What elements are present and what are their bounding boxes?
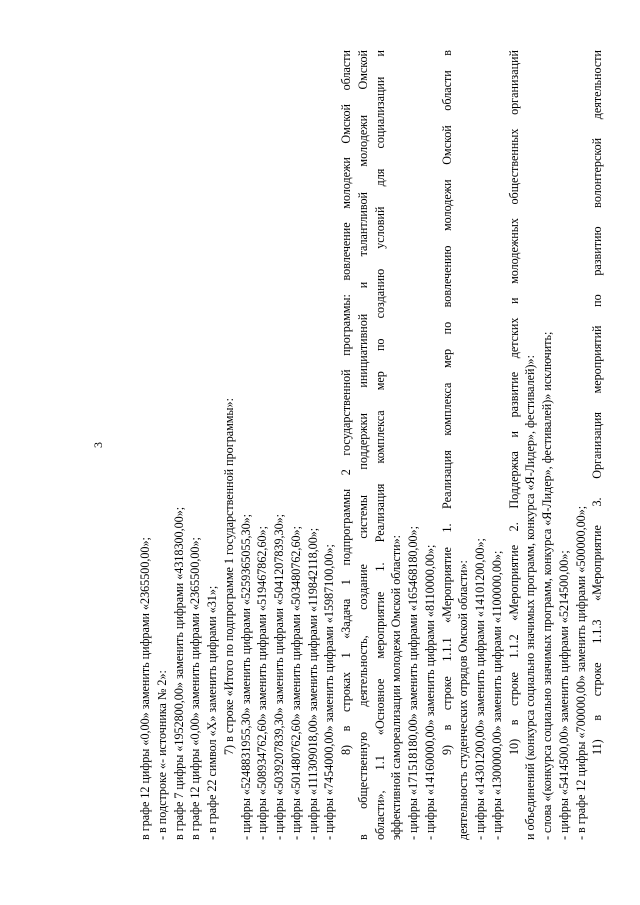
rotated-document <box>90 50 610 840</box>
text-line: - цифры «5039207839,30» заменить цифрами «5041207839,30»; <box>272 513 286 840</box>
text-line: в графе 12 цифры «0,00» заменить цифрами «2365500,00»; <box>138 537 152 840</box>
document-body <box>137 50 606 840</box>
text-line: - цифры «1300000,00» заменить цифрами «1100000,00»; <box>489 550 504 840</box>
paragraph-start: 11) в строке 1.1.3 «Мероприятие 3. Организация мероприятий по развитию волонтерской деятельности <box>590 50 605 755</box>
text-line: - цифры «111309018,00» заменить цифрами «119842118,00»; <box>305 527 320 840</box>
text-line: - цифры «7454000,00» заменить цифрами «15987100,00»; <box>322 544 337 840</box>
text-line: - цифры «508934762,60» заменить цифрами «519467862,60»; <box>255 526 270 840</box>
page-number: 3 <box>91 442 105 448</box>
text-line: - цифры «5414500,00» заменить цифрами «5214500,00»; <box>556 550 571 840</box>
text-line: и объединений (конкурса социально значимых программ, конкурса «Я-Лидер», фестивалей)»: <box>523 355 538 840</box>
text-line: - в подстроке «- источника № 2»: <box>154 670 169 840</box>
text-line: - в графе 12 цифры «700000,00» заменить цифрами «500000,00»; <box>573 505 588 840</box>
text-line: - цифры «14301200,00» заменить цифрами «14101200,00»; <box>473 538 487 840</box>
paragraph-start: 7) в строке «Итого по подпрограмме 1 государственной программы»: <box>221 398 236 755</box>
text-line: области», 1.1 «Основное мероприятие 1. Реализация комплекса мер по созданию условий для социализации и <box>372 50 387 840</box>
text-line: в графе 7 цифры «1952800,00» заменить цифрами «4318300,00»; <box>171 506 186 840</box>
text-line: деятельность студенческих отрядов Омской области»: <box>456 560 471 840</box>
text-line: - в графе 22 символ «Х» заменить цифрами «31»; <box>205 585 219 840</box>
text-line: в графе 12 цифры «0,00» заменить цифрами «2365500,00»; <box>188 537 203 840</box>
text-line: - цифры «5248831955,30» заменить цифрами «5259365055,30»; <box>238 513 253 840</box>
text-line: - цифры «171518180,00» заменить цифрами «165468180,00»; <box>406 526 420 840</box>
paragraph-start: 8) в строках 1 «Задача 1 подпрограммы 2 государственной программы: вовлечение молодежи Омской области <box>339 50 353 755</box>
text-line: - цифры «14160000,00» заменить цифрами «8110000,00»; <box>422 544 437 840</box>
paragraph-start: 9) в строке 1.1.1 «Мероприятие 1. Реализация комплекса мер по вовлечению молодежи Омской области в <box>439 50 454 755</box>
paragraph-start: 10) в строке 1.1.2 «Мероприятие 2. Поддержка и развитие детских и молодежных общественных организаций <box>506 50 521 755</box>
text-line: в общественную деятельность, создание системы поддержки инициативной и талантливой молодежи Омской <box>355 50 370 840</box>
text-line: эффективной самореализации молодежи Омской области»: <box>389 534 404 840</box>
text-line: - цифры «501480762,60» заменить цифрами «503480762,60»; <box>288 526 303 840</box>
text-line: - слова «(конкурса социально значимых программ, конкурса «Я-Лидер», фестивалей)» исключить; <box>540 331 554 840</box>
